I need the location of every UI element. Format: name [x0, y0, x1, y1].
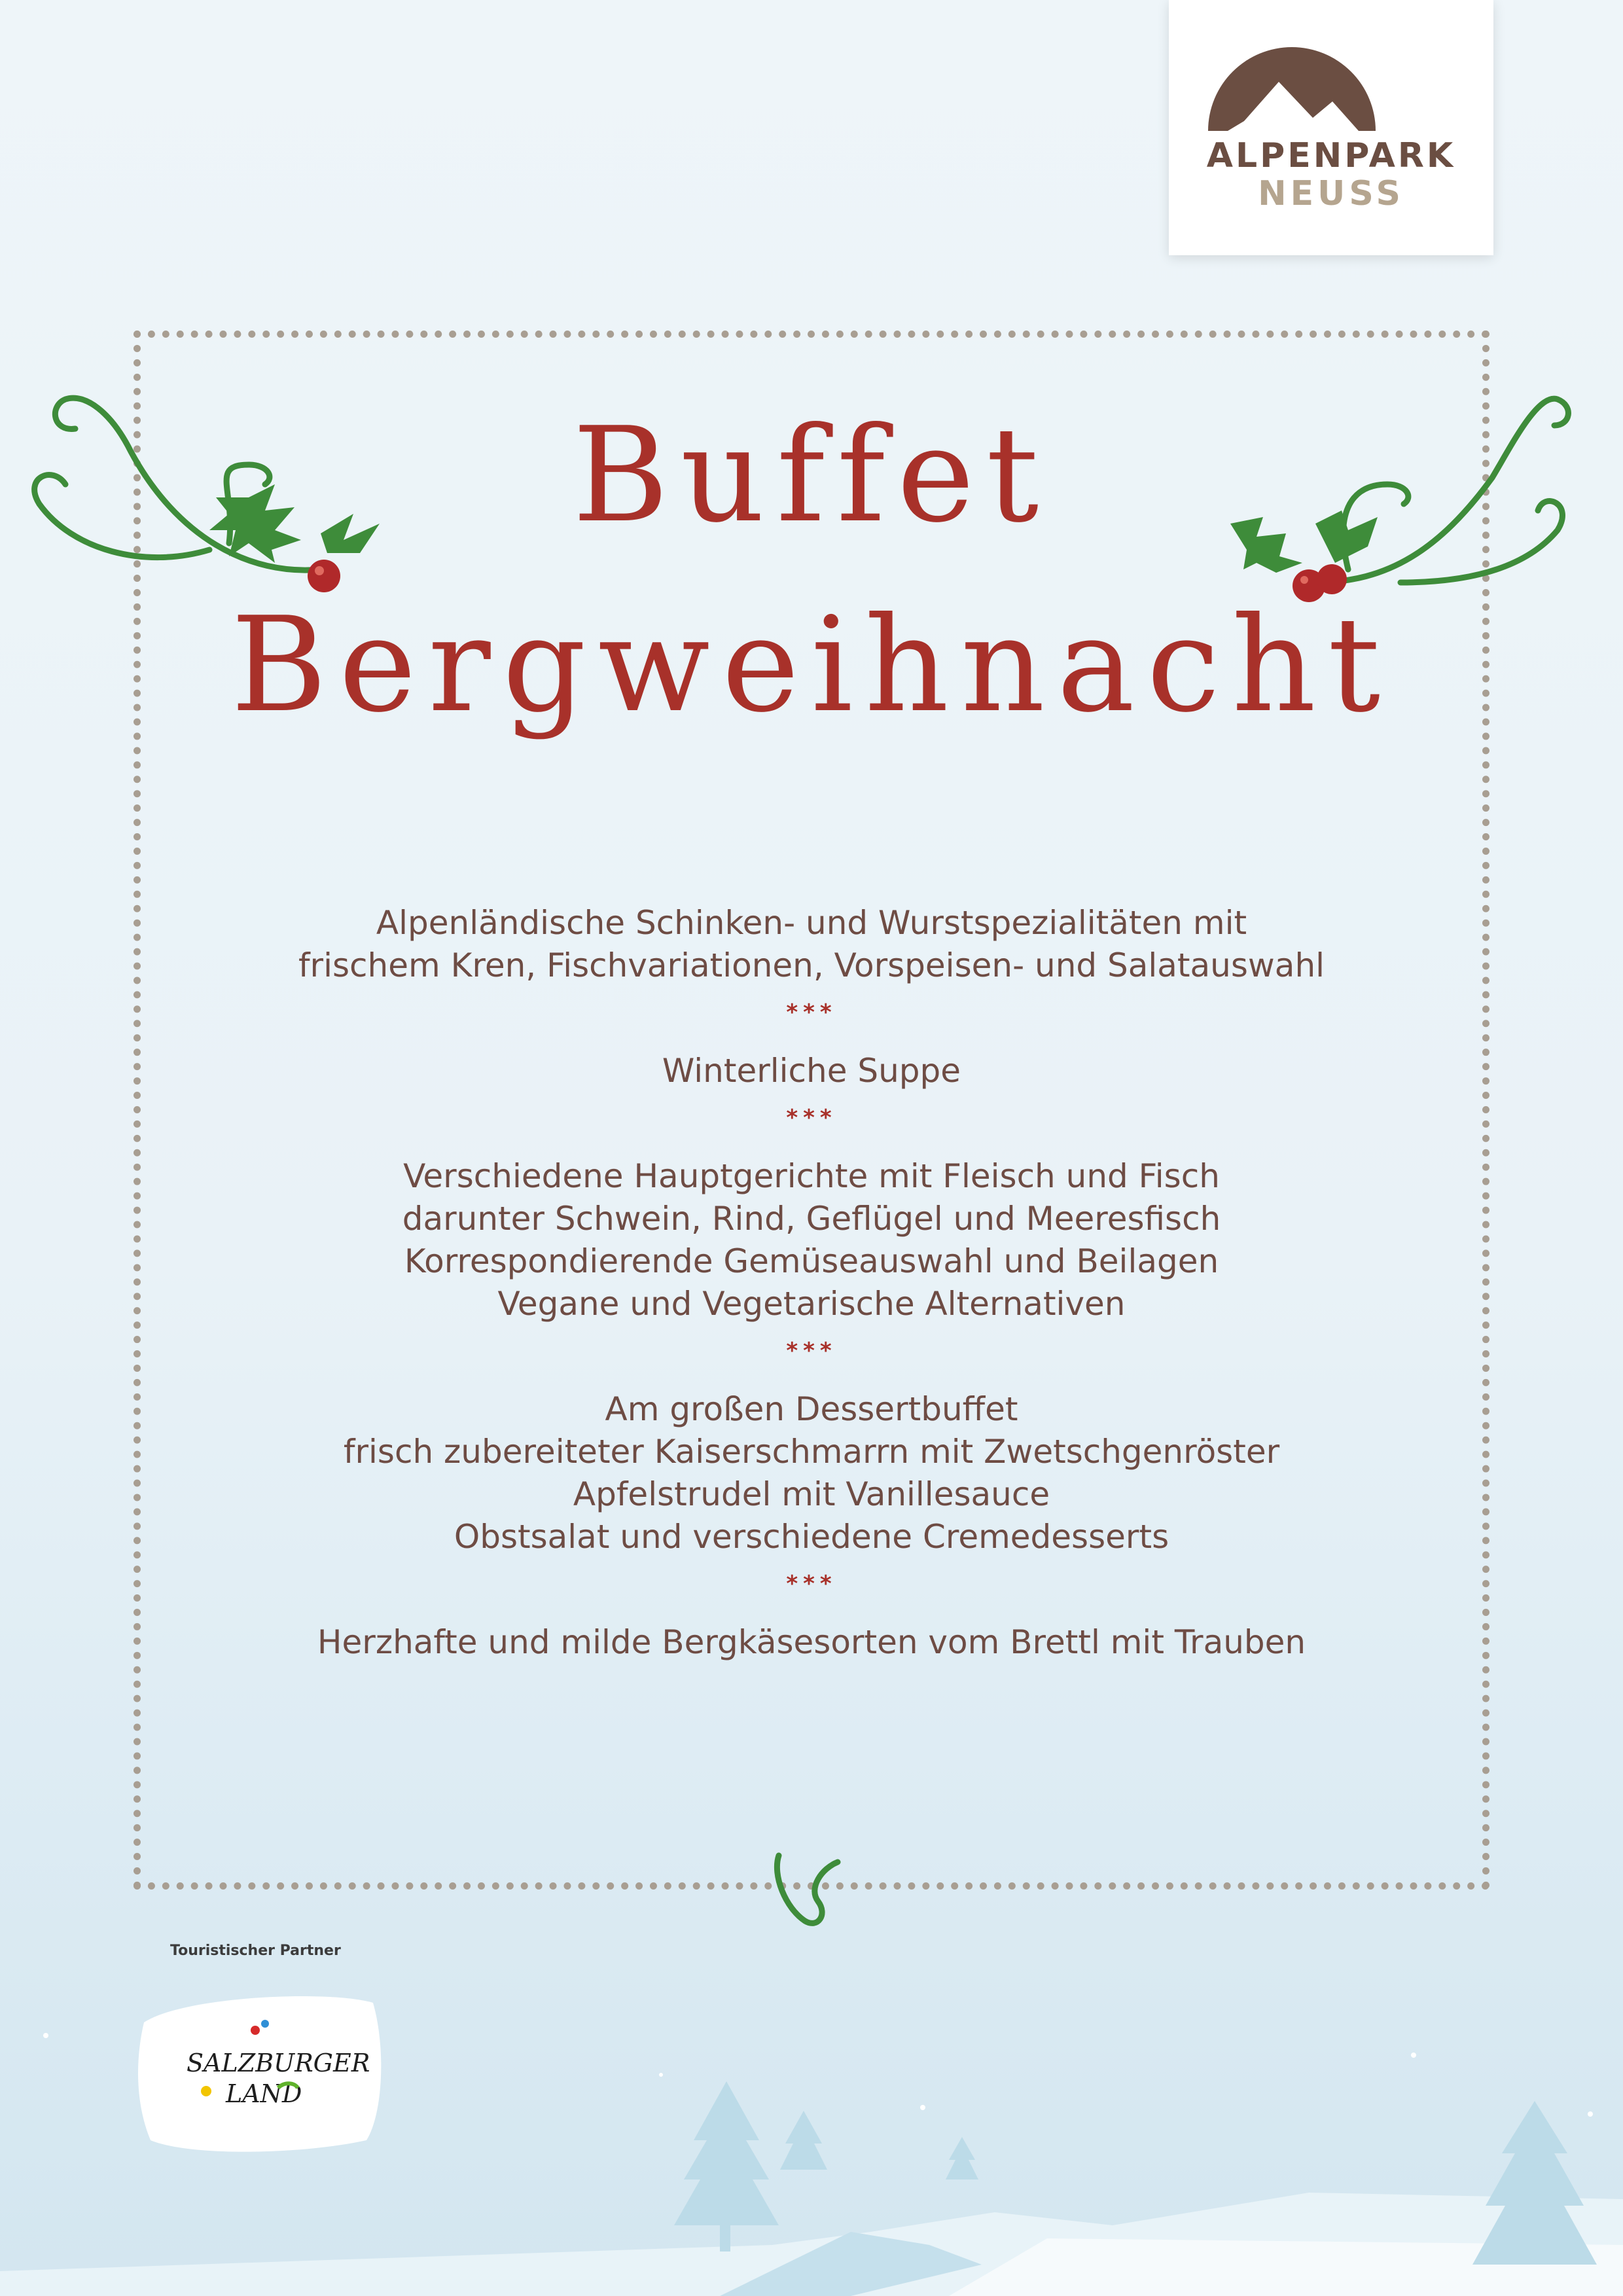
- menu-item: Apfelstrudel mit Vanillesauce: [573, 1475, 1050, 1513]
- menu-item: Alpenländische Schinken- und Wurstspezialitäten mit: [376, 904, 1247, 942]
- mountain-sun-icon: [1169, 39, 1493, 137]
- menu-item: Obstsalat und verschiedene Cremedesserts: [454, 1518, 1169, 1556]
- logo-line-2: NEUSS: [1258, 174, 1404, 213]
- partner-label: Touristischer Partner: [170, 1943, 341, 1959]
- alpenpark-logo: [1169, 0, 1493, 255]
- menu-item: frisch zubereiteter Kaiserschmarrn mit Zwetschgenröster: [343, 1433, 1280, 1471]
- separator: ***: [786, 1105, 837, 1131]
- swirl-ornament-icon: [766, 1849, 857, 1934]
- menu-item: Verschiedene Hauptgerichte mit Fleisch und Fisch: [403, 1157, 1220, 1195]
- menu-item: Am großen Dessertbuffet: [605, 1390, 1018, 1428]
- menu-item: Vegane und Vegetarische Alternativen: [497, 1285, 1126, 1323]
- menu-list: [196, 902, 1427, 1664]
- separator: ***: [786, 1338, 837, 1364]
- separator: ***: [786, 1571, 837, 1597]
- svg-text:SALZBURGER: SALZBURGER: [187, 2049, 370, 2077]
- separator: ***: [786, 999, 837, 1026]
- menu-item: frischem Kren, Fischvariationen, Vorspeisen- und Salatauswahl: [298, 946, 1325, 984]
- menu-item: darunter Schwein, Rind, Geflügel und Meeresfisch: [402, 1200, 1221, 1238]
- title-line-1: Buffet: [572, 399, 1051, 552]
- svg-text:LAND: LAND: [226, 2079, 302, 2108]
- menu-item: Winterliche Suppe: [662, 1052, 961, 1090]
- menu-item: Herzhafte und milde Bergkäsesorten vom Brettl mit Trauben: [317, 1623, 1306, 1661]
- menu-item: Korrespondierende Gemüseauswahl und Beilagen: [404, 1242, 1219, 1280]
- salzburger-land-logo: [131, 1983, 386, 2160]
- logo-line-1: ALPENPARK: [1206, 136, 1456, 175]
- title-line-2: Bergweihnacht: [230, 589, 1393, 742]
